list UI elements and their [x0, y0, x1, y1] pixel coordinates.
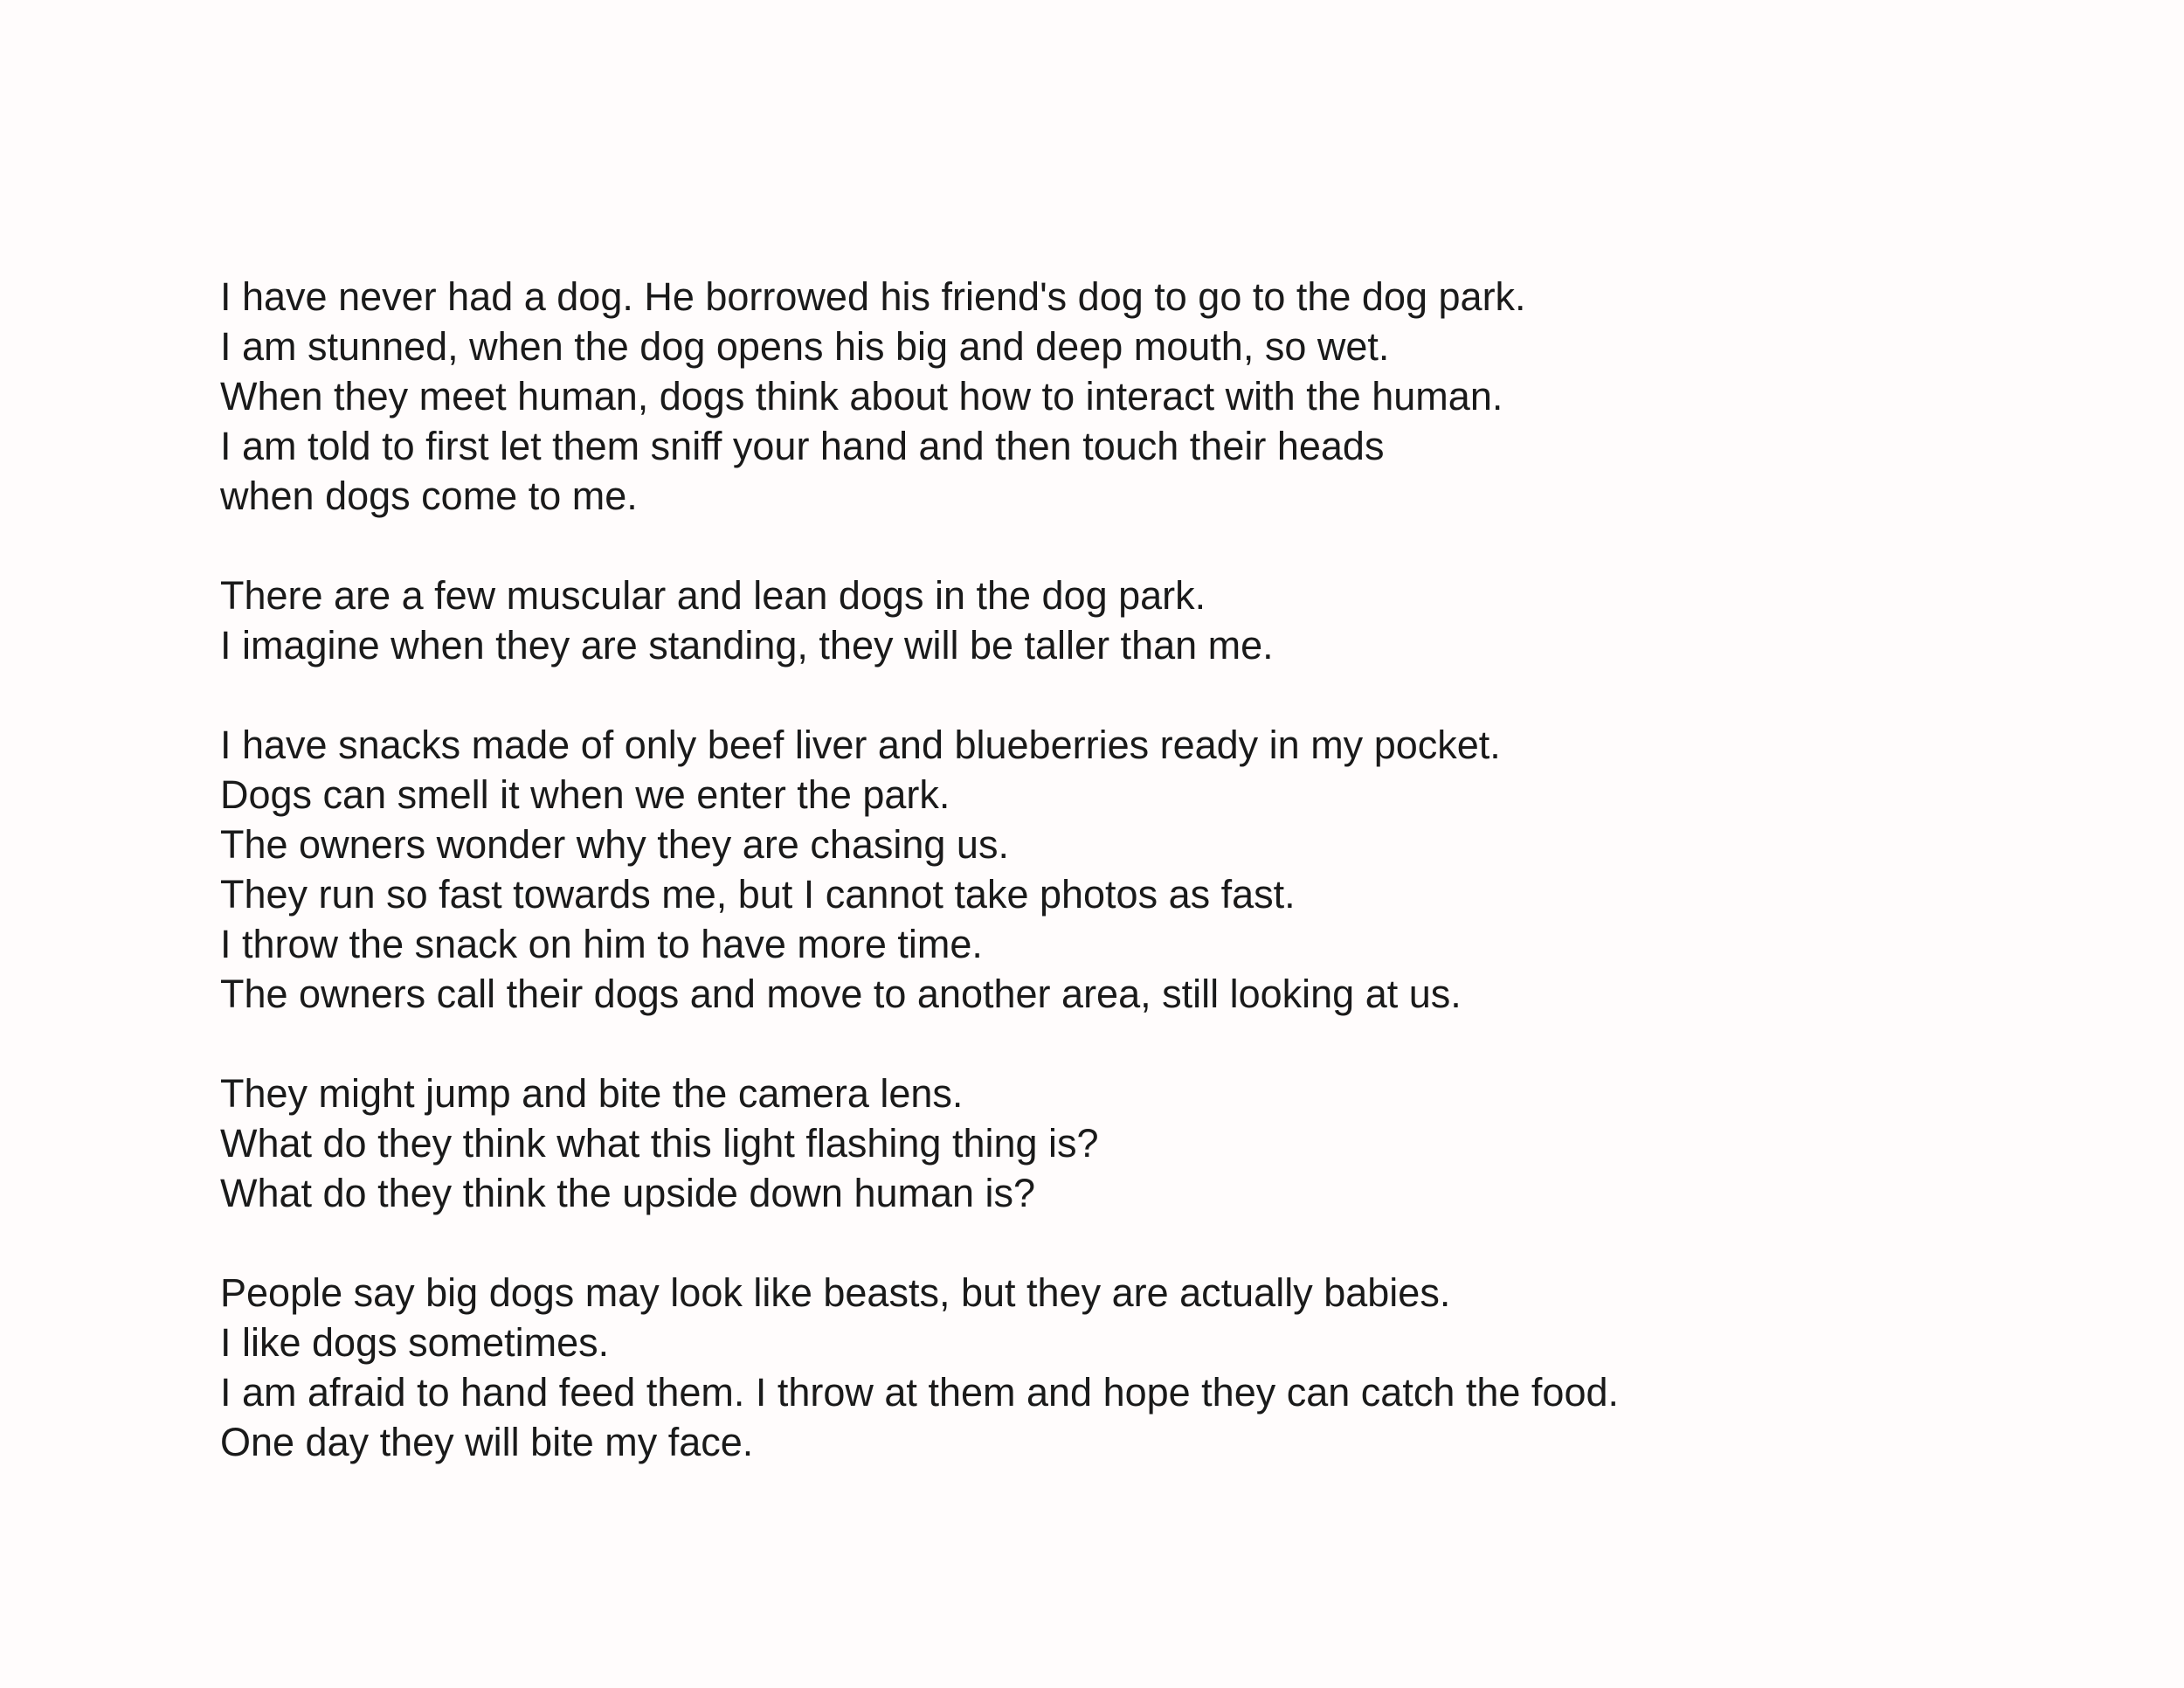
stanza-5	[220, 1268, 2055, 1467]
text-line: I like dogs sometimes.	[220, 1320, 610, 1365]
text-line: The owners call their dogs and move to another area, still looking at us.	[220, 972, 1462, 1016]
stanza-4	[220, 1069, 2055, 1218]
poem-text	[220, 272, 2055, 1467]
text-line: People say big dogs may look like beasts, but they are actually babies.	[220, 1270, 1451, 1315]
text-line: I throw the snack on him to have more time.	[220, 922, 983, 966]
text-line: The owners wonder why they are chasing us.	[220, 822, 1009, 867]
text-line: They might jump and bite the camera lens.	[220, 1071, 964, 1116]
text-line: There are a few muscular and lean dogs in the dog park.	[220, 573, 1206, 618]
text-line: I am stunned, when the dog opens his big and deep mouth, so wet.	[220, 324, 1390, 369]
text-line: when dogs come to me.	[220, 474, 638, 518]
text-line: What do they think what this light flashing thing is?	[220, 1121, 1099, 1166]
text-line: I am told to first let them sniff your hand and then touch their heads	[220, 424, 1385, 468]
text-line: I am afraid to hand feed them. I throw at them and hope they can catch the food.	[220, 1370, 1619, 1415]
text-line: When they meet human, dogs think about how to interact with the human.	[220, 374, 1503, 419]
text-line: What do they think the upside down human is?	[220, 1171, 1036, 1215]
text-line: I have snacks made of only beef liver and blueberries ready in my pocket.	[220, 723, 1501, 767]
text-line: I imagine when they are standing, they will be taller than me.	[220, 623, 1274, 668]
text-line: One day they will bite my face.	[220, 1420, 754, 1464]
stanza-2	[220, 571, 2055, 670]
text-line: They run so fast towards me, but I cannot take photos as fast.	[220, 872, 1296, 917]
stanza-1	[220, 272, 2055, 521]
text-line: I have never had a dog. He borrowed his friend's dog to go to the dog park.	[220, 274, 1526, 319]
text-line: Dogs can smell it when we enter the park.	[220, 772, 950, 817]
stanza-3	[220, 720, 2055, 1019]
